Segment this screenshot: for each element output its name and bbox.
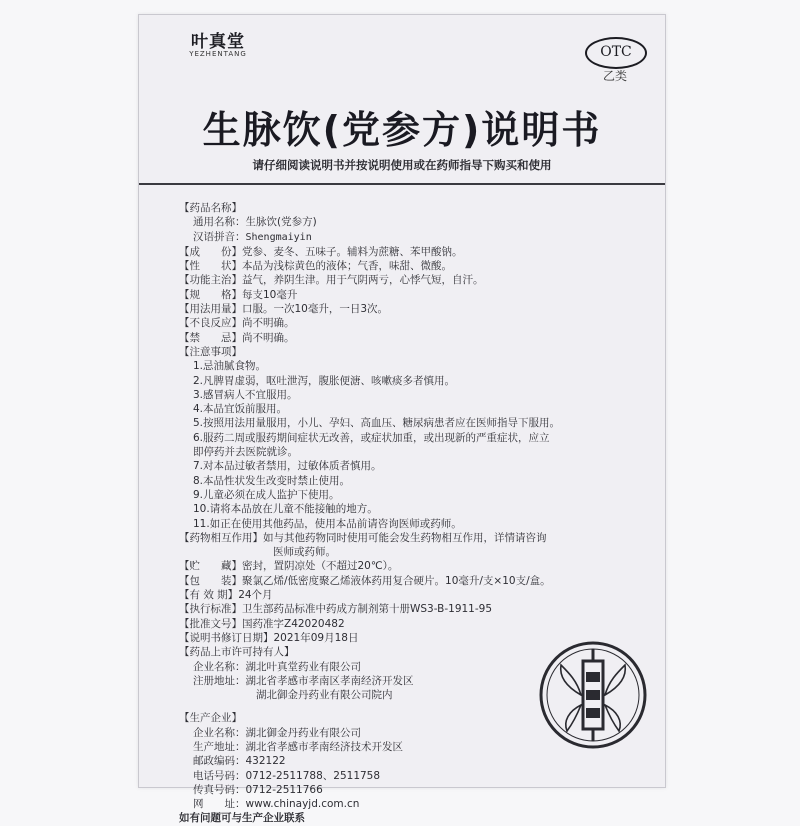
- holder-addr-label: 注册地址：: [193, 674, 246, 687]
- mfr-addr-value: 湖北省孝感市孝南经济技术开发区: [245, 740, 403, 753]
- ingredients-row: [179, 245, 639, 259]
- generic-name-value: 生脉饮(党参方): [245, 216, 317, 229]
- precaution-item: 4.本品宜饭前服用。: [193, 403, 288, 416]
- holder-addr-value: 湖北省孝感市孝南区孝南经济开发区: [245, 674, 414, 687]
- precaution-item: 1.忌油腻食物。: [193, 360, 267, 373]
- storage-value: 密封，置阴凉处（不超过20℃）。: [242, 560, 399, 573]
- revision-value: 2021年09月18日: [273, 631, 359, 644]
- interaction-value: 如与其他药物同时使用可能会发生药物相互作用，详情请咨询: [263, 531, 547, 544]
- usage-row: [179, 302, 639, 316]
- postcode-value: 432122: [245, 755, 286, 768]
- approval-value: 国药准字Z42020482: [242, 617, 345, 630]
- adverse-label: 【不良反应】: [179, 317, 242, 330]
- holder-header: 【药品上市许可持有人】: [179, 646, 295, 659]
- pinyin-label: 汉语拼音：: [193, 230, 246, 243]
- brand-name-en: YEZHENTANG: [189, 50, 247, 58]
- spec-row: [179, 288, 639, 302]
- phone-value: 0712-2511788、2511758: [245, 769, 381, 782]
- page-title: 生脉饮(党参方)说明书: [202, 108, 602, 152]
- usage-value: 口服。一次10毫升，一日3次。: [242, 303, 389, 316]
- postcode-row: [179, 754, 639, 768]
- approval-label: 【批准文号】: [179, 617, 242, 630]
- generic-name-label: 通用名称：: [193, 216, 246, 229]
- precaution-item: 8.本品性状发生改变时禁止使用。: [193, 474, 351, 487]
- standard-label: 【执行标准】: [179, 603, 242, 616]
- brand-logo: [173, 27, 263, 58]
- title-divider: [139, 183, 665, 185]
- standard-row: [179, 602, 639, 616]
- generic-name-row: [179, 215, 639, 229]
- holder-name-label: 企业名称：: [193, 660, 246, 673]
- otc-class: 乙类: [602, 69, 627, 83]
- interaction-row: [179, 531, 639, 545]
- brand-emblem-icon: [537, 639, 649, 751]
- ingredients-value: 党参、麦冬、五味子。辅料为蔗糖、苯甲酸钠。: [242, 245, 463, 258]
- phone-row: [179, 769, 639, 783]
- precaution-item: 即停药并去医院就诊。: [193, 446, 298, 459]
- validity-value: 24个月: [238, 589, 273, 602]
- instruction-leaflet: [138, 14, 666, 825]
- appearance-row: [179, 259, 639, 273]
- appearance-label: 【性 状】: [179, 260, 242, 273]
- adverse-value: 尚不明确。: [242, 317, 295, 330]
- interaction-value-cont: 医师或药师。: [273, 546, 336, 559]
- adverse-row: [179, 316, 639, 330]
- precaution-item: 7.对本品过敏者禁用，过敏体质者慎用。: [193, 460, 382, 473]
- brand-name-cn: 叶真堂: [191, 32, 245, 52]
- drug-name-header: 【药品名称】: [179, 202, 242, 214]
- storage-label: 【贮 藏】: [179, 560, 242, 573]
- indications-row: [179, 273, 639, 287]
- contra-value: 尚不明确。: [242, 331, 295, 344]
- mfr-name-label: 企业名称：: [193, 726, 246, 739]
- spec-label: 【规 格】: [179, 288, 242, 301]
- mfr-name-value: 湖北御金丹药业有限公司: [245, 726, 361, 739]
- contra-row: [179, 331, 639, 345]
- web-value: www.chinayjd.com.cn: [245, 798, 360, 811]
- phone-label: 电话号码：: [193, 769, 246, 782]
- standard-value: 卫生部药品标准中药成方制剂第十册WS3-B-1911-95: [242, 603, 493, 616]
- package-value: 聚氯乙烯/低密度聚乙烯液体药用复合硬片。10毫升/支×10支/盒。: [242, 574, 551, 587]
- fax-value: 0712-2511766: [245, 783, 323, 796]
- holder-name-value: 湖北叶真堂药业有限公司: [245, 660, 361, 673]
- interaction-label: 【药物相互作用】: [179, 531, 263, 544]
- postcode-label: 邮政编码：: [193, 755, 246, 768]
- precaution-item: 10.请将本品放在儿童不能接触的地方。: [193, 503, 378, 516]
- precaution-item: 9.儿童必须在成人监护下使用。: [193, 488, 340, 501]
- precaution-item: 2.凡脾胃虚弱，呕吐泄泻，腹胀便溏、咳嗽痰多者慎用。: [193, 374, 456, 387]
- approval-row: [179, 617, 639, 631]
- fax-label: 传真号码：: [193, 783, 246, 796]
- web-label: 网 址：: [193, 798, 246, 811]
- holder-addr-value-cont: 湖北御金丹药业有限公司院内: [256, 689, 393, 702]
- fax-row: [179, 783, 639, 797]
- mfr-addr-label: 生产地址：: [193, 740, 246, 753]
- revision-label: 【说明书修订日期】: [179, 631, 274, 644]
- indications-label: 【功能主治】: [179, 274, 242, 287]
- spec-value: 每支10毫升: [242, 288, 298, 301]
- precaution-item: 3.感冒病人不宜服用。: [193, 388, 298, 401]
- package-label: 【包 装】: [179, 574, 242, 587]
- page-subtitle: 请仔细阅读说明书并按说明使用或在药师指导下购买和使用: [252, 158, 552, 172]
- mfr-header: 【生产企业】: [179, 712, 242, 725]
- precaution-item: 11.如正在使用其他药品，使用本品前请咨询医师或药师。: [193, 517, 462, 530]
- contra-label: 【禁 忌】: [179, 331, 242, 344]
- package-row: [179, 574, 639, 588]
- usage-label: 【用法用量】: [179, 303, 242, 316]
- pinyin-row: [179, 230, 639, 245]
- pinyin-value: Shengmaiyin: [245, 231, 312, 243]
- validity-row: [179, 588, 639, 602]
- precaution-item: 5.按照用法用量服用，小儿、孕妇、高血压、糖尿病患者应在医师指导下服用。: [193, 417, 561, 430]
- precaution-item: 6.服药二周或服药期间症状无改善，或症状加重，或出现新的严重症状，应立: [193, 431, 550, 444]
- web-row: [179, 797, 639, 811]
- ingredients-label: 【成 份】: [179, 245, 242, 258]
- storage-row: [179, 559, 639, 573]
- appearance-value: 本品为浅棕黄色的液体；气香，味甜、微酸。: [242, 260, 452, 273]
- otc-mark: OTC: [585, 37, 647, 69]
- indications-value: 益气，养阴生津。用于气阴两亏，心悸气短，自汗。: [242, 274, 484, 287]
- precautions-header: 【注意事项】: [179, 345, 242, 358]
- contact-note: 如有问题可与生产企业联系: [179, 812, 305, 825]
- validity-label: 【有 效 期】: [179, 589, 239, 602]
